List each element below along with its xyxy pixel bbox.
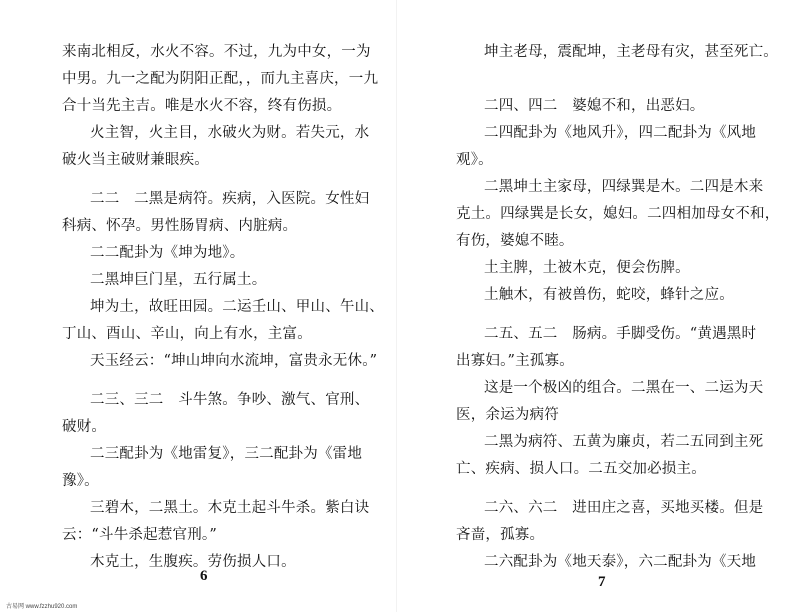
text-line: 破财。: [62, 419, 107, 435]
text-line: 合十当先主吉。唯是水火不容，终有伤损。: [62, 98, 342, 114]
text-line: 医，余运为病符: [456, 407, 559, 423]
text-line: 土主脾，土被木克，便会伤脾。: [484, 260, 690, 276]
text-line: 二黑为病符、五黄为廉贞，若二五同到主死: [484, 434, 764, 450]
text-line: 二三、三二 斗牛煞。争吵、激气、官刑、: [90, 392, 370, 408]
text-line: 科病、怀孕。男性肠胃病、内脏病。: [62, 218, 298, 234]
text-line: 二六、六二 进田庄之喜，买地买楼。但是: [484, 500, 764, 516]
text-line: 二三配卦为《地雷复》，三二配卦为《雷地: [90, 446, 363, 462]
text-line: 二二 二黑是病符。疾病，入医院。女性妇: [90, 191, 370, 207]
text-line: 坤主老母，震配坤，主老母有灾，甚至死亡。: [484, 44, 778, 60]
text-line: 来南北相反，水火不容。不过，九为中女，一为: [62, 44, 371, 60]
text-line: 出寡妇。”主孤寡。: [456, 353, 574, 369]
text-line: 二黑坤巨门星，五行属土。: [90, 272, 267, 288]
left-page: [0, 0, 396, 612]
text-line: 坤为土，故旺田园。二运壬山、甲山、午山、: [90, 299, 384, 315]
text-line: 丁山、酉山、辛山，向上有水，主富。: [62, 326, 312, 342]
text-line: 二黑坤土主家母，四绿巽是木。二四是木来: [484, 179, 764, 195]
text-line: 二二配卦为《坤为地》。: [90, 245, 245, 261]
text-line: 克土。四绿巽是长女，媳妇。二四相加母女不和，: [456, 206, 780, 222]
text-line: 二四配卦为《地风升》，四二配卦为《风地: [484, 125, 757, 141]
right-page: [396, 0, 793, 612]
text-line: 土触木，有被兽伤，蛇咬，蜂针之应。: [484, 287, 734, 303]
text-line: 云：“斗牛杀起惹官刑。”: [62, 527, 217, 543]
text-line: 中男。九一之配为阴阳正配，，而九主喜庆，一九: [62, 71, 379, 87]
text-line: 火主智，火主目，水破火为财。若失元，水: [90, 125, 370, 141]
text-line: 有伤，婆媳不睦。: [456, 233, 574, 249]
text-line: 吝啬，孤寡。: [456, 527, 545, 543]
text-line: 二五、五二 肠病。手脚受伤。“黄遇黑时: [484, 326, 757, 342]
page-number: 7: [598, 574, 606, 590]
text-line: 天玉经云：“坤山坤向水流坤，富贵永无休。”: [90, 353, 378, 369]
text-line: 三碧木，二黑土。木克土起斗牛杀。紫白诀: [90, 500, 370, 516]
text-line: 二四、四二 婆媳不和，出恶妇。: [484, 98, 705, 114]
text-line: 二六配卦为《地天泰》，六二配卦为《天地: [484, 554, 757, 570]
text-line: 这是一个极凶的组合。二黑在一、二运为天: [484, 380, 764, 396]
page-number: 6: [200, 568, 208, 584]
text-line: 豫》。: [62, 473, 99, 489]
text-line: 观》。: [456, 152, 493, 168]
text-line: 亡、疾病、损人口。二五交加必损主。: [456, 461, 706, 477]
footer-watermark: 古易网 www.fzzhu920.com: [6, 604, 78, 610]
text-line: 木克土，生腹疾。劳伤损人口。: [90, 554, 296, 570]
text-line: 破火当主破财兼眼疾。: [62, 152, 209, 168]
